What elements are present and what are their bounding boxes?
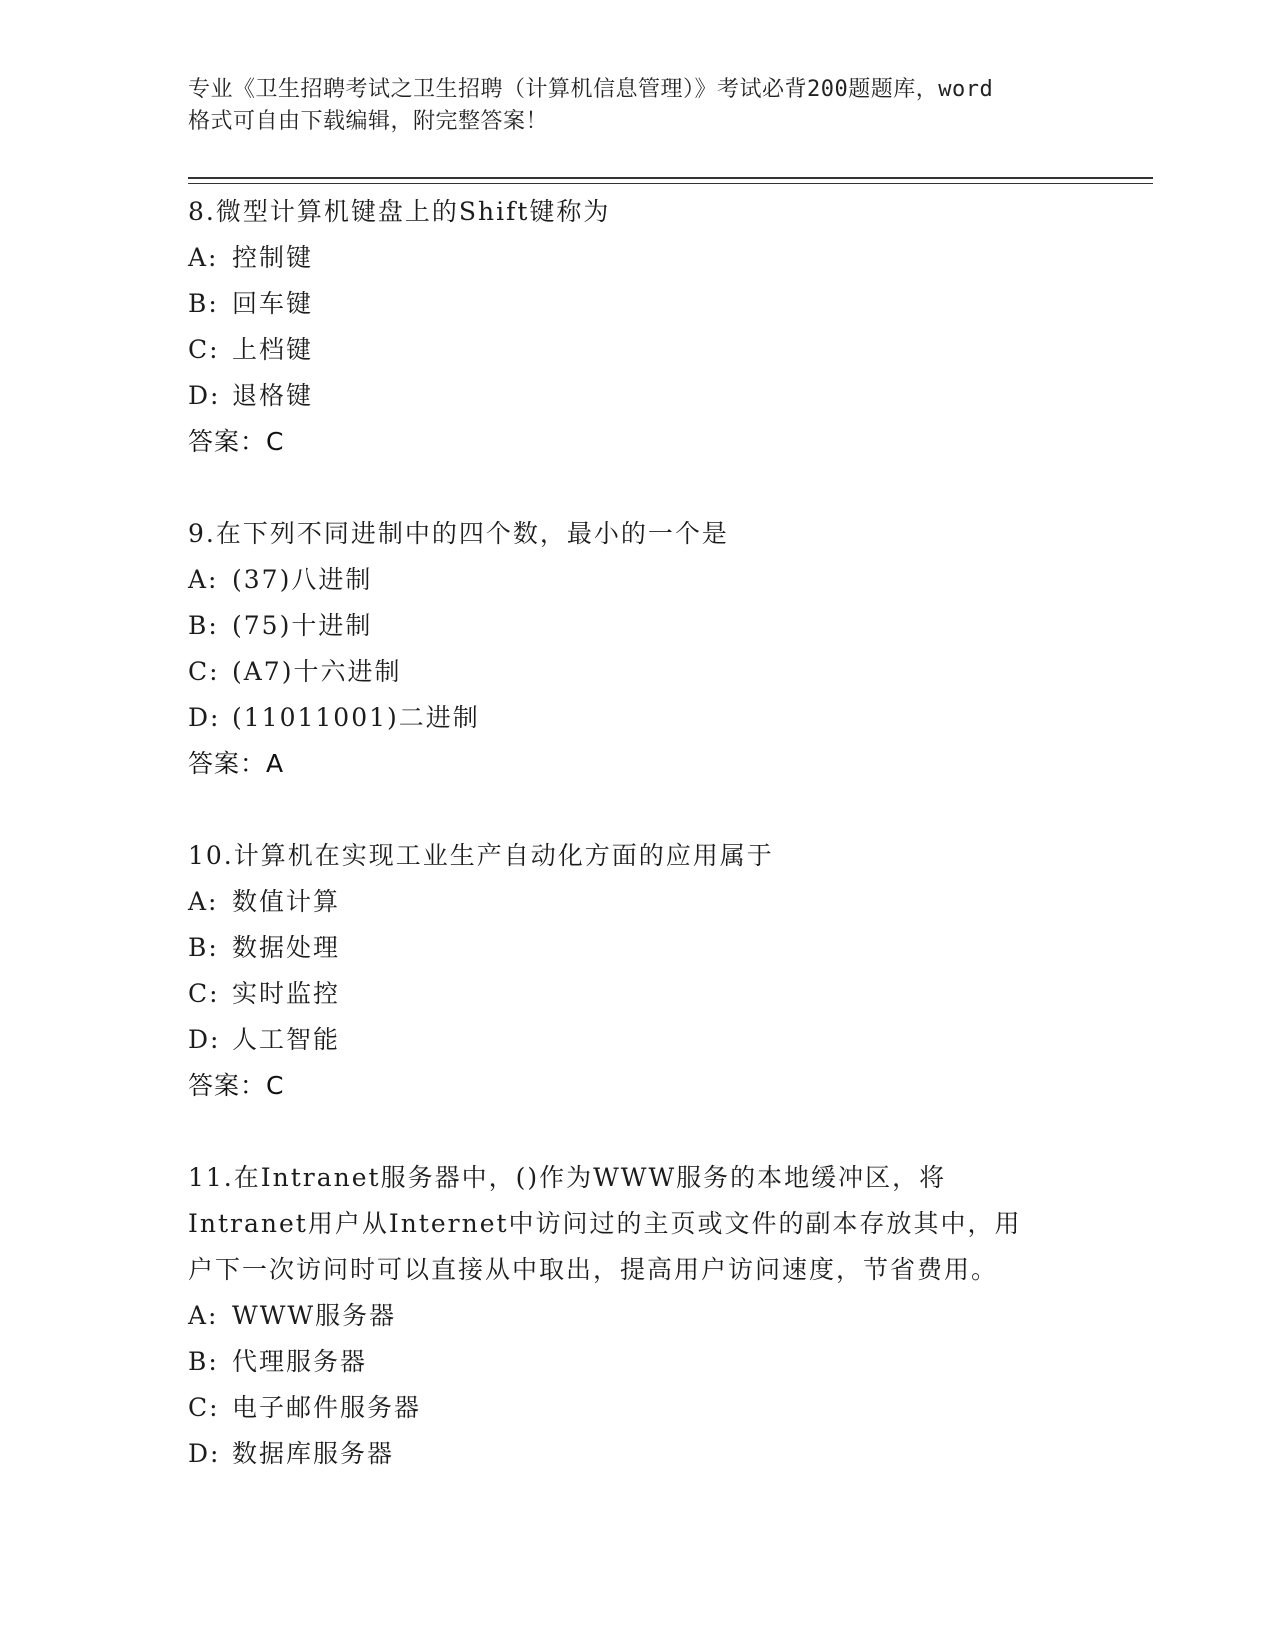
option-letter: C: [188,335,220,364]
option-letter: B: [188,1347,219,1376]
option-text: (A7)十六进制 [232,657,402,686]
document-header [188,74,1088,138]
answer-option [188,373,1088,419]
option-letter: A: [188,1301,219,1330]
option-text: (37)八进制 [232,565,373,594]
answer-option [188,1017,1088,1063]
option-letter: C: [188,1393,220,1422]
question-stem: 11.在Intranet服务器中，()作为WWW服务的本地缓冲区，将 [188,1163,947,1192]
option-text: 实时监控 [232,979,341,1008]
option-letter: A: [188,243,219,272]
question-stem: Intranet用户从Internet中访问过的主页或文件的副本存放其中，用 [188,1209,1022,1238]
option-text: 数据处理 [232,933,341,962]
answer-option [188,281,1088,327]
question-list [188,189,1088,1523]
question-stem: 8.微型计算机键盘上的Shift键称为 [188,197,611,226]
answer-option [188,879,1088,925]
option-text: 控制键 [232,243,314,272]
option-text: 退格键 [232,381,314,410]
answer-option [188,603,1088,649]
question-block [188,511,1088,787]
answer-option [188,1431,1088,1477]
answer-option [188,695,1088,741]
option-letter: A: [188,887,219,916]
option-letter: C: [188,979,220,1008]
option-text: 数值计算 [232,887,341,916]
header-line-2: 格式可自由下载编辑，附完整答案！ [188,109,549,134]
answer-option [188,649,1088,695]
option-letter: B: [188,289,219,318]
header-divider-thin [188,183,1153,184]
answer-option [188,1339,1088,1385]
option-text: (11011001)二进制 [232,703,480,732]
option-text: 回车键 [232,289,314,318]
answer-option [188,971,1088,1017]
header-line-1: 专业《卫生招聘考试之卫生招聘（计算机信息管理）》考试必背200题题库，word [188,77,994,102]
question-stem: 户下一次访问时可以直接从中取出，提高用户访问速度，节省费用。 [188,1255,999,1284]
question-block [188,189,1088,465]
option-text: 数据库服务器 [232,1439,395,1468]
option-text: (75)十进制 [232,611,373,640]
option-letter: B: [188,611,219,640]
option-letter: D: [188,1439,221,1468]
option-text: WWW服务器 [232,1301,397,1330]
answer-option [188,1385,1088,1431]
header-divider-thick [188,177,1153,179]
option-letter: D: [188,703,221,732]
option-letter: D: [188,381,221,410]
option-text: 电子邮件服务器 [232,1393,422,1422]
question-block [188,833,1088,1109]
answer-key: 答案：C [188,1071,285,1100]
answer-option [188,1293,1088,1339]
answer-option [188,925,1088,971]
option-text: 上档键 [232,335,314,364]
question-stem: 9.在下列不同进制中的四个数，最小的一个是 [188,519,729,548]
option-letter: C: [188,657,220,686]
option-letter: B: [188,933,219,962]
answer-option [188,327,1088,373]
option-letter: A: [188,565,219,594]
question-stem: 10.计算机在实现工业生产自动化方面的应用属于 [188,841,774,870]
question-block [188,1155,1088,1477]
answer-key: 答案：C [188,427,285,456]
option-letter: D: [188,1025,221,1054]
answer-option [188,235,1088,281]
option-text: 代理服务器 [232,1347,368,1376]
option-text: 人工智能 [232,1025,341,1054]
answer-key: 答案：A [188,749,285,778]
answer-option [188,557,1088,603]
